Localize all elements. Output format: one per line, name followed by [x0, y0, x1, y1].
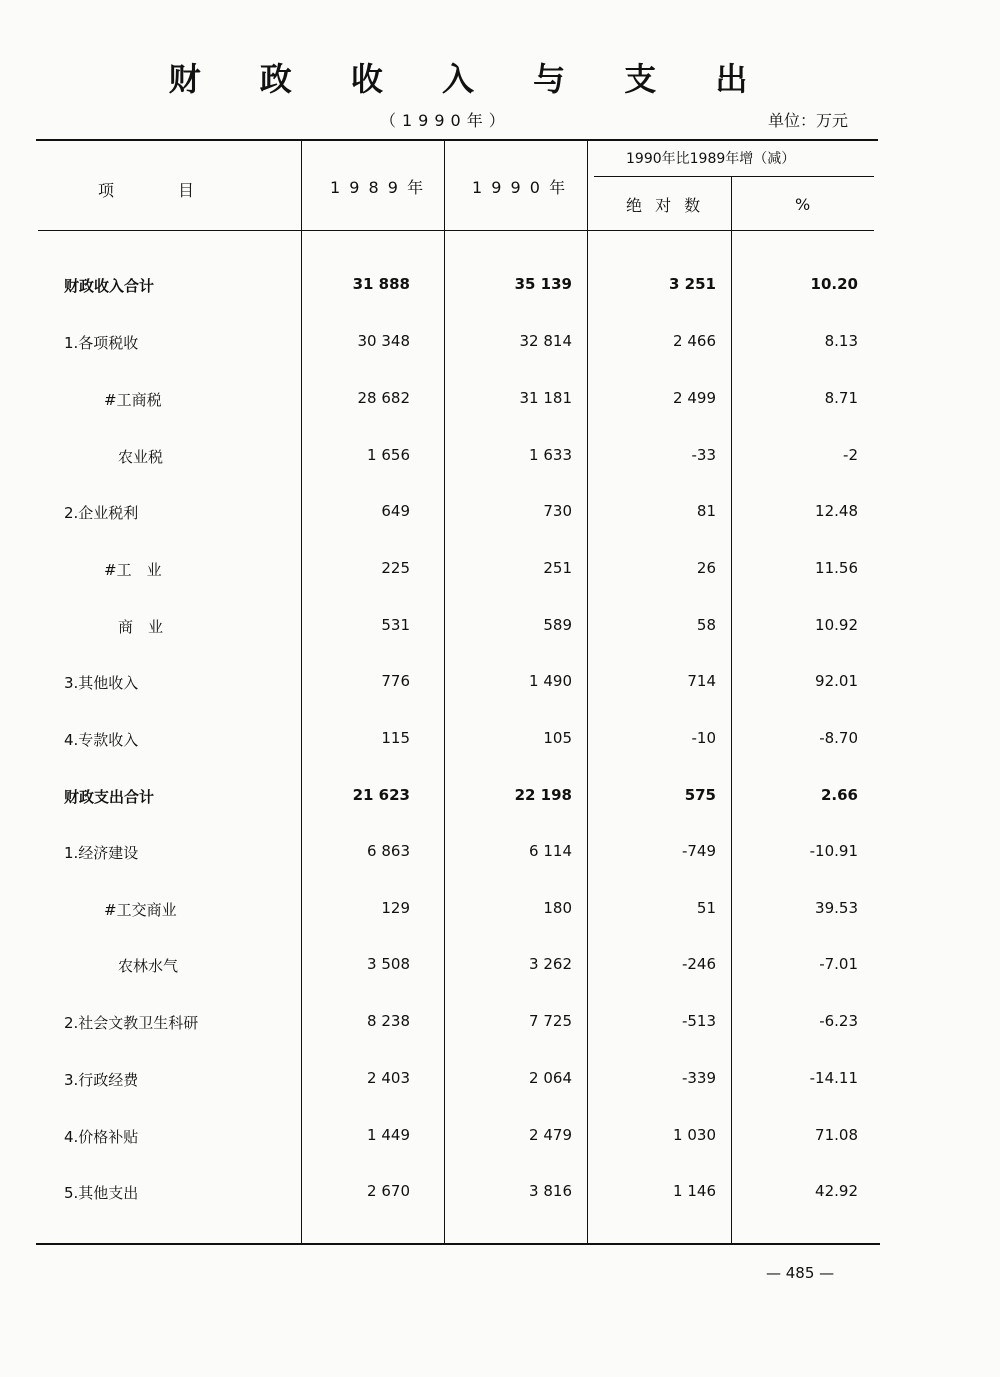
value-absolute-change: 575	[684, 786, 716, 804]
value-1989: 8 238	[367, 1012, 410, 1030]
header-item: 项 目	[98, 181, 195, 200]
header-percent: %	[795, 195, 811, 214]
row-label: 5.其他支出	[64, 1184, 139, 1202]
value-absolute-change: 714	[687, 672, 716, 690]
row-label: 1.经济建设	[64, 844, 139, 862]
page-title: 财 政 收 入 与 支 出	[168, 60, 772, 98]
value-absolute-change: 2 499	[673, 389, 716, 407]
value-percent-change: -2	[843, 446, 858, 464]
value-1990: 1 633	[529, 446, 572, 464]
value-absolute-change: -749	[681, 842, 716, 860]
value-1990: 2 479	[529, 1126, 572, 1144]
value-1989: 31 888	[352, 275, 410, 293]
value-1989: 2 670	[367, 1182, 410, 1200]
row-label: 1.各项税收	[64, 334, 139, 352]
page-number: — 485 —	[766, 1264, 835, 1282]
table-row	[0, 1126, 1000, 1150]
value-absolute-change: 81	[696, 502, 716, 520]
value-percent-change: -14.11	[809, 1069, 858, 1087]
value-percent-change: 71.08	[815, 1126, 858, 1144]
value-percent-change: -10.91	[809, 842, 858, 860]
value-percent-change: -6.23	[819, 1012, 858, 1030]
value-1989: 30 348	[357, 332, 410, 350]
value-1990: 730	[543, 502, 572, 520]
table-row	[0, 275, 1000, 299]
table-row	[0, 955, 1000, 979]
value-absolute-change: 2 466	[673, 332, 716, 350]
value-absolute-change: 58	[696, 616, 716, 634]
row-label: 3.其他收入	[64, 674, 139, 692]
value-percent-change: 8.13	[824, 332, 858, 350]
table-row	[0, 559, 1000, 583]
value-1990: 3 262	[529, 955, 572, 973]
value-1989: 2 403	[367, 1069, 410, 1087]
value-1990: 589	[543, 616, 572, 634]
row-label: 财政收入合计	[64, 277, 155, 295]
row-label: 商 业	[118, 618, 164, 636]
value-1990: 251	[543, 559, 572, 577]
value-1989: 1 656	[367, 446, 410, 464]
row-label: 农林水气	[118, 957, 179, 975]
table-row	[0, 1069, 1000, 1093]
table-row	[0, 332, 1000, 356]
table-row	[0, 389, 1000, 413]
value-1989: 28 682	[357, 389, 410, 407]
value-percent-change: -8.70	[819, 729, 858, 747]
value-percent-change: 10.92	[815, 616, 858, 634]
row-label: 2.社会文教卫生科研	[64, 1014, 199, 1032]
value-percent-change: 8.71	[824, 389, 858, 407]
table-row	[0, 672, 1000, 696]
value-percent-change: -7.01	[819, 955, 858, 973]
value-1990: 180	[543, 899, 572, 917]
value-percent-change: 11.56	[815, 559, 858, 577]
table-row	[0, 1182, 1000, 1206]
value-1990: 6 114	[529, 842, 572, 860]
value-1989: 649	[381, 502, 410, 520]
row-label: 农业税	[118, 448, 164, 466]
value-1989: 1 449	[367, 1126, 410, 1144]
table-row	[0, 729, 1000, 753]
value-1990: 35 139	[514, 275, 572, 293]
value-1989: 3 508	[367, 955, 410, 973]
value-absolute-change: -10	[691, 729, 716, 747]
value-1990: 2 064	[529, 1069, 572, 1087]
table-row	[0, 842, 1000, 866]
header-absolute: 绝 对 数	[626, 196, 705, 215]
value-1989: 531	[381, 616, 410, 634]
row-label: 3.行政经费	[64, 1071, 139, 1089]
row-label: 财政支出合计	[64, 788, 155, 806]
header-1989: 1 9 8 9 年	[330, 178, 426, 197]
value-percent-change: 12.48	[815, 502, 858, 520]
row-label: #工交商业	[104, 901, 177, 919]
value-1989: 6 863	[367, 842, 410, 860]
table-row	[0, 786, 1000, 810]
value-percent-change: 92.01	[815, 672, 858, 690]
value-absolute-change: 26	[696, 559, 716, 577]
value-1989: 115	[381, 729, 410, 747]
value-absolute-change: -513	[681, 1012, 716, 1030]
row-label: 2.企业税利	[64, 504, 139, 522]
row-label: #工商税	[104, 391, 162, 409]
value-1990: 3 816	[529, 1182, 572, 1200]
table-row	[0, 446, 1000, 470]
table-row	[0, 1012, 1000, 1036]
row-label: #工 业	[104, 561, 162, 579]
table-row	[0, 502, 1000, 526]
value-1989: 225	[381, 559, 410, 577]
table-row	[0, 899, 1000, 923]
header-1990: 1 9 9 0 年	[472, 178, 568, 197]
value-absolute-change: 3 251	[669, 275, 716, 293]
value-1990: 105	[543, 729, 572, 747]
value-percent-change: 42.92	[815, 1182, 858, 1200]
value-1990: 22 198	[514, 786, 572, 804]
row-label: 4.价格补贴	[64, 1128, 139, 1146]
value-1989: 129	[381, 899, 410, 917]
table-row	[0, 616, 1000, 640]
value-absolute-change: -33	[691, 446, 716, 464]
value-1990: 32 814	[519, 332, 572, 350]
value-absolute-change: 51	[696, 899, 716, 917]
value-absolute-change: -339	[681, 1069, 716, 1087]
value-percent-change: 10.20	[810, 275, 858, 293]
header-change: 1990年比1989年增（减）	[626, 151, 796, 167]
value-percent-change: 2.66	[820, 786, 858, 804]
row-label: 4.专款收入	[64, 731, 139, 749]
value-1990: 31 181	[519, 389, 572, 407]
value-absolute-change: -246	[681, 955, 716, 973]
value-1989: 776	[381, 672, 410, 690]
value-absolute-change: 1 030	[673, 1126, 716, 1144]
value-1990: 7 725	[529, 1012, 572, 1030]
value-1990: 1 490	[529, 672, 572, 690]
value-percent-change: 39.53	[815, 899, 858, 917]
value-absolute-change: 1 146	[673, 1182, 716, 1200]
table-unit: 单位：万元	[768, 111, 849, 130]
value-1989: 21 623	[352, 786, 410, 804]
table-year: （1990年）	[380, 111, 511, 130]
